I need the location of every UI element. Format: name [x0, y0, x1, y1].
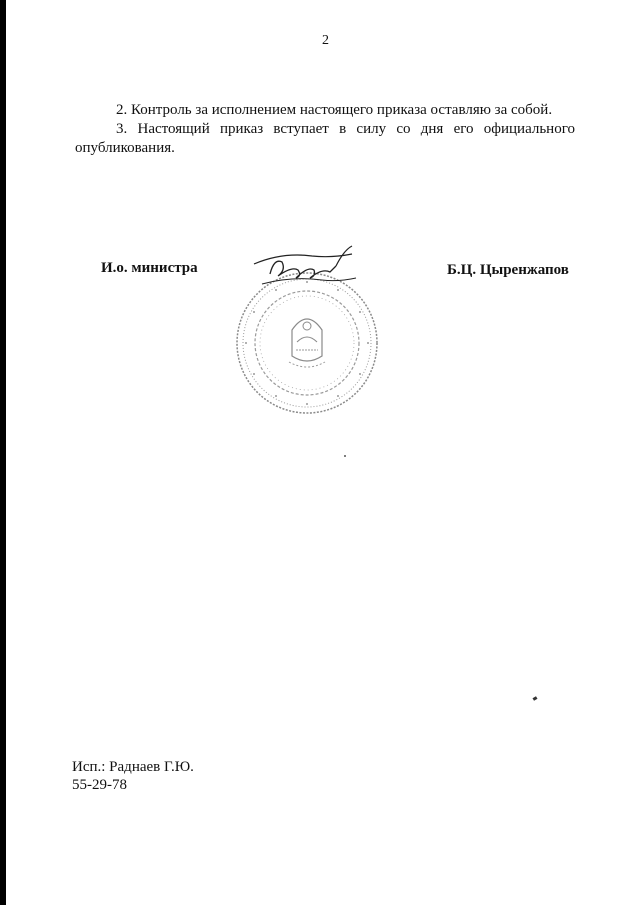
scan-edge [0, 0, 6, 905]
official-seal [234, 270, 380, 416]
order-item-2: 2. Контроль за исполнением настоящего приказа оставляю за собой. [116, 102, 553, 118]
scan-speck [533, 696, 538, 701]
handwritten-signature [252, 244, 362, 288]
executor-phone: 55-29-78 [72, 777, 127, 793]
signatory-title: И.о. министра [101, 260, 198, 276]
scan-dot [344, 455, 346, 457]
order-item-3: 3. Настоящий приказ вступает в силу со дня его официального опубликования. [75, 121, 575, 156]
executor-label: Исп.: Раднаев Г.Ю. [72, 759, 194, 775]
page-number: 2 [322, 33, 329, 48]
signatory-name: Б.Ц. Цыренжапов [447, 262, 569, 278]
executor-block [72, 758, 194, 794]
